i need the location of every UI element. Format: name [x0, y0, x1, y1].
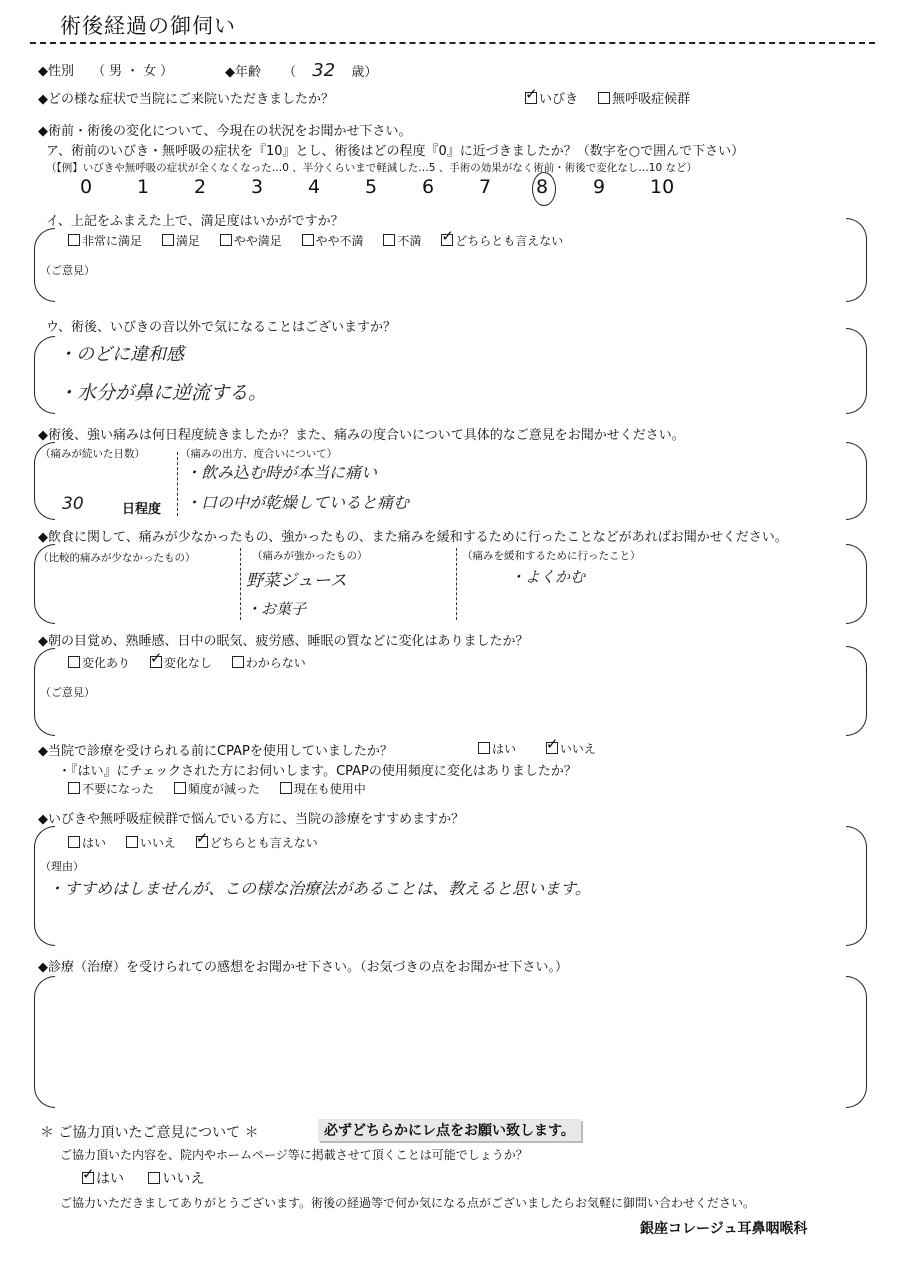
age-suffix: 歳） [351, 65, 378, 80]
sleep-option-unknown[interactable]: わからない [232, 654, 306, 671]
cpap-option-yes[interactable]: はい [478, 740, 516, 757]
sat-option-neutral[interactable]: ✓ どちらとも言えない [441, 232, 563, 249]
change-example: （【例】いびきや無呼吸の症状が全くなくなった…0 、半分くらいまで軽減した…5 、手術の効果がなく術前・術後で変化なし…10 など） [46, 162, 697, 174]
footer-option-yes[interactable]: ✓はい [82, 1168, 124, 1188]
gender-row [38, 60, 177, 79]
change-question: ◆術前・術後の変化について、今現在の状況をお聞かせ下さい。 [38, 124, 412, 139]
other-answer-1[interactable]: ・のどに違和感 [58, 344, 184, 365]
cpap-sub-options [68, 780, 382, 797]
sat-option-dissatisfied[interactable]: 不満 [383, 232, 421, 249]
symptom-option-snoring[interactable]: ✓ いびき [525, 88, 578, 107]
food-divider-1 [240, 548, 241, 620]
recommend-option-yes[interactable]: はい [68, 834, 106, 851]
scale-7[interactable]: 7 [479, 176, 492, 198]
checkbox-icon [478, 742, 490, 754]
scale-6[interactable]: 6 [422, 176, 435, 198]
gender-label: ◆性別 [38, 64, 74, 79]
pain-detail-2[interactable]: ・口の中が乾燥していると痛む [185, 493, 410, 512]
footer-options [82, 1168, 220, 1188]
page-title: 術後経過の御伺い [60, 14, 236, 38]
checkbox-icon [126, 836, 138, 848]
footer-option-no[interactable]: いいえ [148, 1168, 204, 1188]
checkbox-icon [68, 656, 80, 668]
scale-0[interactable]: 0 [80, 176, 93, 198]
title-divider [30, 42, 875, 44]
checkbox-icon [68, 782, 80, 794]
footer-highlight: 必ずどちらかにレ点をお願い致します。 [318, 1119, 581, 1141]
checkbox-icon [232, 656, 244, 668]
sat-option-very-satisfied[interactable]: 非常に満足 [68, 232, 142, 249]
sleep-options [68, 654, 322, 671]
other-frame-right [846, 328, 867, 414]
footer-thanks: ご協力いただきましてありがとうございます。術後の経過等で何か気になる点がございましたらお気軽に御問い合わせください。 [60, 1196, 756, 1210]
selected-circle-mark [532, 172, 556, 206]
age-value[interactable]: 32 [312, 60, 336, 81]
pain-question: ◆術後、強い痛みは何日程度続きましたか？また、痛みの度合いについて具体的なご意見をお聞かせください。 [38, 428, 685, 443]
satisfaction-frame-right [846, 218, 867, 302]
satisfaction-options [68, 232, 579, 249]
checkbox-checked-icon [525, 92, 537, 104]
gender-value[interactable]: （男・女） [92, 64, 178, 79]
checkbox-checked-icon [546, 742, 558, 754]
food-col2-answer-1[interactable]: 野菜ジュース [246, 571, 347, 591]
symptom-question: ◆どの様な症状で当院にご来院いただきましたか？ [38, 92, 334, 107]
cpap-option-no[interactable]: ✓ いいえ [546, 740, 596, 757]
checkbox-icon [598, 92, 610, 104]
checkbox-icon [174, 782, 186, 794]
food-question: ◆飲食に関して、痛みが少なかったもの、強かったもの、また痛みを緩和するために行ったことなどがあればお聞かせください。 [38, 530, 788, 545]
scale-1[interactable]: 1 [137, 176, 150, 198]
other-frame-left [34, 336, 55, 414]
age-row [225, 60, 377, 81]
recommend-option-neutral[interactable]: ✓ どちらとも言えない [196, 834, 318, 851]
checkbox-icon [68, 234, 80, 246]
checkbox-checked-icon [441, 234, 453, 246]
food-col2-label: （痛みが強かったもの） [252, 550, 368, 562]
checkbox-checked-icon [150, 656, 162, 668]
checkbox-icon [148, 1172, 160, 1184]
checkbox-icon [302, 234, 314, 246]
sleep-frame-right [846, 646, 867, 736]
impression-frame-right [846, 976, 867, 1108]
checkbox-icon [280, 782, 292, 794]
recommend-reason[interactable]: ・すすめはしませんが、この様な治療法があることは、教えると思います。 [48, 879, 591, 898]
scale-10[interactable]: 10 [650, 176, 675, 198]
food-divider-2 [456, 548, 457, 620]
change-scale [80, 176, 707, 198]
scale-9[interactable]: 9 [593, 176, 606, 198]
satisfaction-question: イ、上記をふまえた上で、満足度はいかがですか？ [46, 214, 344, 229]
sat-option-somewhat-dissatisfied[interactable]: やや不満 [302, 232, 364, 249]
food-col2-answer-2[interactable]: ・お菓子 [246, 600, 307, 618]
impression-question: ◆診療（治療）を受けられての感想をお聞かせ下さい。（お気づきの点をお聞かせ下さい。） [38, 960, 568, 975]
food-col3-answer[interactable]: ・よくかむ [510, 568, 586, 586]
symptom-option-apnea[interactable]: 無呼吸症候群 [598, 88, 690, 107]
pain-detail-label: （痛みの出方、度合いについて） [180, 448, 338, 460]
scale-4[interactable]: 4 [308, 176, 321, 198]
recommend-frame-right [846, 826, 867, 946]
cpap-sub-option-still-using[interactable]: 現在も使用中 [280, 780, 366, 797]
other-answer-2[interactable]: ・水分が鼻に逆流する。 [58, 382, 268, 404]
pain-days-value[interactable]: 30 [62, 494, 84, 514]
food-frame-right [846, 544, 867, 624]
sleep-opinion-label: （ご意見） [40, 686, 95, 699]
symptom-options [525, 88, 706, 107]
checkbox-icon [383, 234, 395, 246]
sat-option-satisfied[interactable]: 満足 [162, 232, 200, 249]
recommend-option-no[interactable]: いいえ [126, 834, 176, 851]
cpap-sub-option-unneeded[interactable]: 不要になった [68, 780, 154, 797]
footer-note: ＊ ご協力頂いたご意見について ＊ [40, 1125, 259, 1141]
scale-3[interactable]: 3 [251, 176, 264, 198]
pain-days-label: （痛みが続いた日数） [40, 448, 145, 460]
scale-8[interactable]: 8 [536, 176, 549, 198]
age-prefix: （ [283, 65, 297, 80]
scale-5[interactable]: 5 [365, 176, 378, 198]
sat-option-somewhat-satisfied[interactable]: やや満足 [220, 232, 282, 249]
cpap-subquestion: ・『はい』にチェックされた方にお伺いします。CPAPの使用頻度に変化はありましたか？ [58, 764, 577, 779]
food-col3-label: （痛みを緩和するために行ったこと） [462, 550, 641, 562]
checkbox-icon [220, 234, 232, 246]
sleep-option-changed[interactable]: 変化あり [68, 654, 130, 671]
pain-divider [177, 452, 178, 516]
clinic-name: 銀座コレージュ耳鼻咽喉科 [640, 1221, 808, 1237]
checkbox-icon [162, 234, 174, 246]
age-label: ◆年齢 [225, 65, 261, 80]
satisfaction-opinion-label: （ご意見） [40, 264, 95, 277]
cpap-question: ◆当院で診療を受けられる前にCPAPを使用していましたか？ [38, 744, 393, 759]
sleep-option-no-change[interactable]: ✓ 変化なし [150, 654, 212, 671]
change-subquestion: ア、術前のいびき・無呼吸の症状を『10』とし、術後はどの程度『0』に近づきましたか？（数字を○で囲んで下さい） [46, 144, 745, 159]
checkbox-checked-icon [196, 836, 208, 848]
cpap-options [478, 740, 612, 757]
checkbox-icon [68, 836, 80, 848]
other-question: ウ、術後、いびきの音以外で気になることはございますか？ [46, 320, 396, 335]
cpap-sub-option-reduced[interactable]: 頻度が減った [174, 780, 260, 797]
pain-days-unit: 日程度 [122, 502, 162, 517]
checkbox-checked-icon [82, 1172, 94, 1184]
pain-frame-right [846, 442, 867, 520]
recommend-question: ◆いびきや無呼吸症候群で悩んでいる方に、当院の診療をすすめますか？ [38, 812, 465, 827]
recommend-options [68, 834, 334, 851]
footer-question: ご協力頂いた内容を、院内やホームページ等に掲載させて頂くことは可能でしょうか？ [60, 1148, 528, 1162]
recommend-reason-label: （理由） [40, 860, 84, 873]
pain-detail-1[interactable]: ・飲み込む時が本当に痛い [185, 463, 378, 482]
food-col1-label: （比較的痛みが少なかったもの） [38, 552, 196, 564]
impression-frame-left [34, 976, 55, 1108]
sleep-question: ◆朝の目覚め、熟睡感、日中の眠気、疲労感、睡眠の質などに変化はありましたか？ [38, 634, 529, 649]
scale-2[interactable]: 2 [194, 176, 207, 198]
